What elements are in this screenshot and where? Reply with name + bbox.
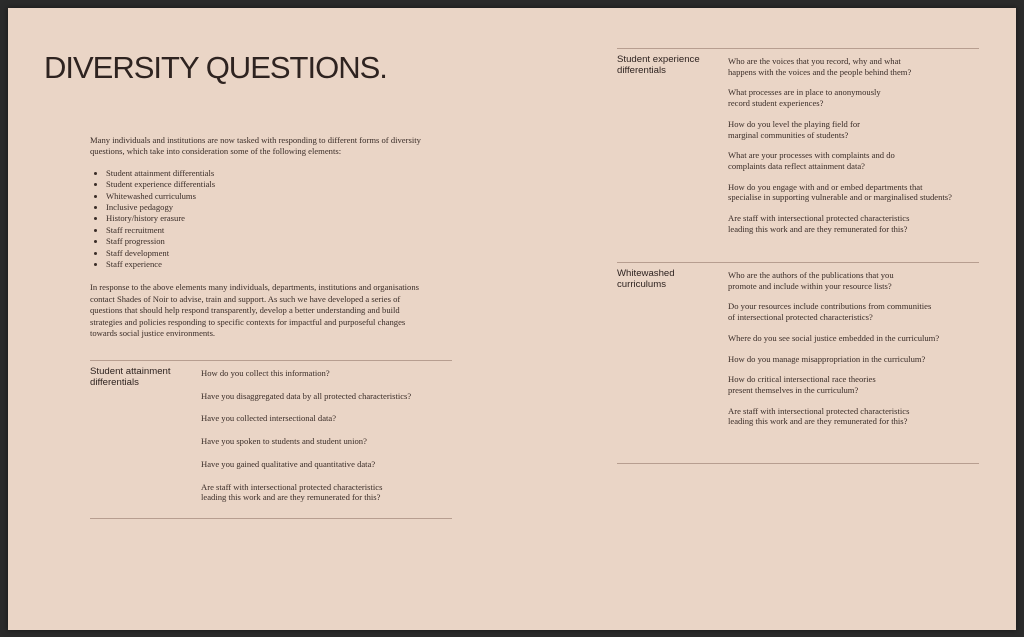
list-item: • Staff progression [106, 236, 430, 247]
section-student-experience [617, 48, 979, 263]
question-item: Have you gained qualitative and quantitative data? [201, 458, 376, 469]
document-spread [8, 8, 1016, 630]
question-item: Who are the authors of the publications that you promote and include within your resource lists? [728, 270, 894, 291]
question-item: Are staff with intersectional protected characteristics leading this work and are they remunerated for this? [728, 213, 910, 234]
question-item: Have you disaggregated data by all protected characteristics? [201, 390, 412, 401]
list-item: • Whitewashed curriculums [106, 191, 430, 202]
question-item: Are staff with intersectional protected characteristics leading this work and are they remunerated for this? [728, 405, 910, 427]
section-divider [617, 48, 979, 49]
list-item: • Staff experience [106, 259, 430, 270]
intro-lead: Many individuals and institutions are now tasked with responding to different forms of diversity questions, which take into consideration some of the following elements: [90, 135, 421, 157]
question-item: How do you engage with and or embed departments that specialise in supporting vulnerable and or marginalised students? [728, 181, 952, 203]
question-item: How do critical intersectional race theories present themselves in the curriculum? [728, 374, 876, 395]
section-divider [617, 463, 979, 464]
section-student-attainment [90, 360, 452, 520]
section-divider [90, 360, 452, 361]
page-title: DIVERSITY QUESTIONS. [44, 50, 387, 85]
question-item: Where do you see social justice embedded in the curriculum? [728, 332, 940, 343]
question-list [728, 270, 983, 437]
question-item: What are your processes with complaints and do complaints data reflect attainment data? [728, 150, 895, 171]
question-item: Who are the voices that you record, why and what happens with the voices and the people behind them? [728, 56, 912, 77]
section-label: Whitewashed curriculums [617, 268, 675, 290]
question-item: How do you level the playing field for marginal communities of students? [728, 118, 860, 140]
question-item: How do you manage misappropriation in the curriculum? [728, 353, 926, 364]
list-item: • Staff recruitment [106, 225, 430, 236]
question-item: Have you collected intersectional data? [201, 413, 337, 424]
list-item: • Staff development [106, 248, 430, 259]
question-list [201, 368, 461, 515]
list-item: • Inclusive pedagogy [106, 202, 430, 213]
section-divider [617, 262, 979, 263]
intro-closing: In response to the above elements many individuals, departments, institutions and organisations contact Shades of Noir to advise, train and support. As such we have developed a series of questions that should help respond transparently, develop a better understanding and build strategies and policies responding to specific contexts for impactful and purposeful changes towards social justice environments. [90, 282, 419, 339]
section-whitewashed-curriculums [617, 262, 979, 467]
list-item: • Student experience differentials [106, 179, 430, 190]
question-item: Are staff with intersectional protected characteristics leading this work and are they remunerated for this? [201, 481, 383, 503]
question-item: How do you collect this information? [201, 368, 330, 378]
section-divider [90, 518, 452, 519]
question-item: Have you spoken to students and student union? [201, 436, 367, 447]
list-item: • Student attainment differentials [106, 168, 430, 179]
elements-list [90, 168, 430, 271]
section-label: Student attainment differentials [90, 366, 171, 388]
list-item: • History/history erasure [106, 213, 430, 224]
question-item: Do your resources include contributions from communities of intersectional protected characteristics? [728, 301, 932, 323]
question-list [728, 56, 983, 244]
section-label: Student experience differentials [617, 54, 700, 76]
intro-block [90, 135, 430, 340]
question-item: What processes are in place to anonymously record student experiences? [728, 87, 881, 109]
